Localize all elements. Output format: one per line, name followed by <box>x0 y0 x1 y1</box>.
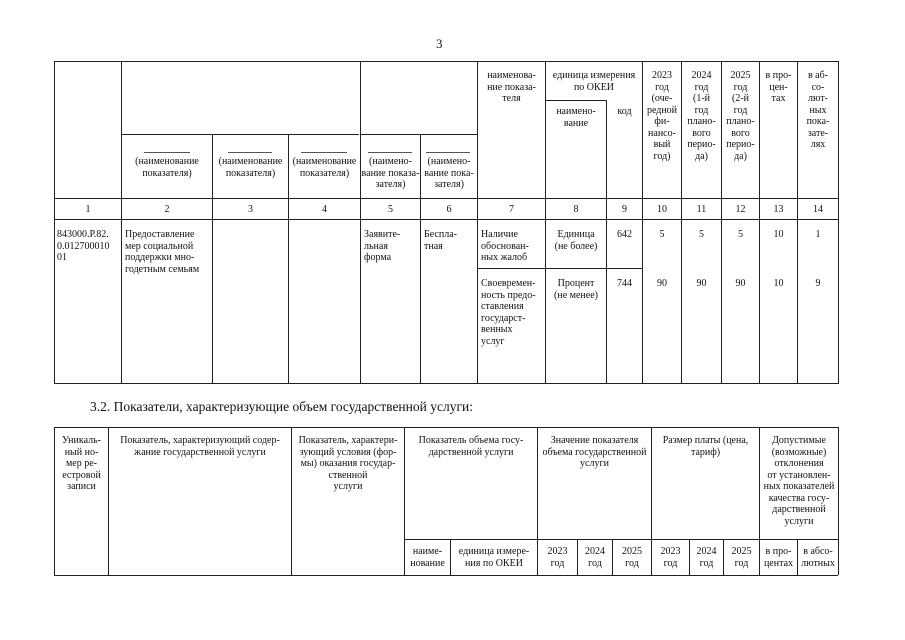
col2-subheader: (наименование показателя) <box>135 156 199 179</box>
indicator-name-subheader: наиме- нование <box>410 546 445 569</box>
payment-amount-header: Размер платы (цена, тариф) <box>662 435 749 458</box>
col3-subheader: (наименование показателя) <box>218 156 283 179</box>
colnum-1: 1 <box>85 204 91 215</box>
value-2023: 5 <box>659 229 665 240</box>
col5-subheader: (наимено- вание показа- зателя) <box>361 156 420 190</box>
col9-header: код <box>617 106 632 117</box>
unit-subheader: единица измере- ния по ОКЕИ <box>458 546 530 569</box>
colnum-9: 9 <box>622 204 627 215</box>
colnum-4: 4 <box>322 204 327 215</box>
col13-header: в про- цен- тах <box>765 70 792 104</box>
colnum-5: 5 <box>388 204 393 215</box>
deviation-absolute: 1 <box>815 229 821 240</box>
col8-9-header: единица измерения по ОКЕИ <box>552 70 636 93</box>
value-2024: 5 <box>699 229 704 240</box>
content-indicator-header: Показатель, характеризующий содер- жание государственной услуги <box>120 435 280 458</box>
unit-name: Единица (не более) <box>554 229 598 252</box>
page-number: 3 <box>436 36 443 51</box>
colnum-8: 8 <box>573 204 579 215</box>
deviation-absolute-subheader: в абсо- лютных <box>801 546 835 569</box>
colnum-7: 7 <box>509 204 514 215</box>
volume-indicator-header: Показатель объема госу- дарственной услуги <box>418 435 524 458</box>
value-2025: 90 <box>735 278 746 289</box>
price-2023-subheader: 2023 год <box>660 546 681 569</box>
deviation-percent-subheader: в про- центах <box>763 546 794 569</box>
allowed-deviation-header: Допустимые (возможные) отклонения от установлен- ных показателей качества госу- дарственной услуги <box>763 435 835 527</box>
col8-header: наимено- вание <box>556 106 596 129</box>
value-2024-subheader: 2024 год <box>585 546 605 569</box>
colnum-14: 14 <box>813 204 823 215</box>
unit-name: Процент (не менее) <box>554 278 598 301</box>
value-2025: 5 <box>738 229 743 240</box>
value-2023: 90 <box>657 278 667 289</box>
value-2025-subheader: 2025 год <box>622 546 642 569</box>
col4-subheader: (наименование показателя) <box>292 156 357 179</box>
indicator-name: Своевремен- ность предо- ставления государст- венных услуг <box>481 278 536 347</box>
service-form: Заявите- льная форма <box>364 229 401 263</box>
price-2024-subheader: 2024 год <box>696 546 717 569</box>
unit-code: 642 <box>617 229 632 240</box>
price-2025-subheader: 2025 год <box>731 546 752 569</box>
col10-header: 2023 год (оче- редной фи- нансо- вый год) <box>646 70 678 162</box>
col7-header: наименова- ние показа- теля <box>487 70 536 104</box>
deviation-percent: 10 <box>773 278 784 289</box>
unit-code: 744 <box>617 278 632 289</box>
colnum-11: 11 <box>696 204 707 215</box>
volume-value-header: Значение показателя объема государственной услуги <box>542 435 647 469</box>
deviation-percent: 10 <box>773 229 784 240</box>
col12-header: 2025 год (2-й год плано- вого перио- да) <box>726 70 755 162</box>
value-2024: 90 <box>696 278 707 289</box>
col14-header: в аб- со- лют- ных пока- зате- лях <box>806 70 830 150</box>
colnum-10: 10 <box>657 204 667 215</box>
colnum-2: 2 <box>164 204 170 215</box>
col11-header: 2024 год (1-й год плано- вого перио- да) <box>687 70 716 162</box>
section-heading: 3.2. Показатели, характеризующие объем государственной услуги: <box>90 399 473 414</box>
colnum-6: 6 <box>446 204 452 215</box>
colnum-3: 3 <box>248 204 253 215</box>
service-payment: Беспла- тная <box>424 229 457 252</box>
deviation-absolute: 9 <box>815 278 821 289</box>
colnum-12: 12 <box>735 204 746 215</box>
col6-subheader: (наимено- вание пока- зателя) <box>424 156 474 190</box>
registry-number-header: Уникаль- ный но- мер ре- естровой записи <box>61 435 102 492</box>
value-2023-subheader: 2023 год <box>547 546 568 569</box>
condition-indicator-header: Показатель, характери- зующий условия (фор- мы) оказания государ- ственной услуги <box>298 435 398 492</box>
service-content: Предоставление мер социальной поддержки мно- годетным семьям <box>125 229 200 275</box>
colnum-13: 13 <box>773 204 784 215</box>
registry-number: 843000.Р.82. 0.012700010 01 <box>57 229 110 263</box>
indicator-name: Наличие обоснован- ных жалоб <box>481 229 529 263</box>
